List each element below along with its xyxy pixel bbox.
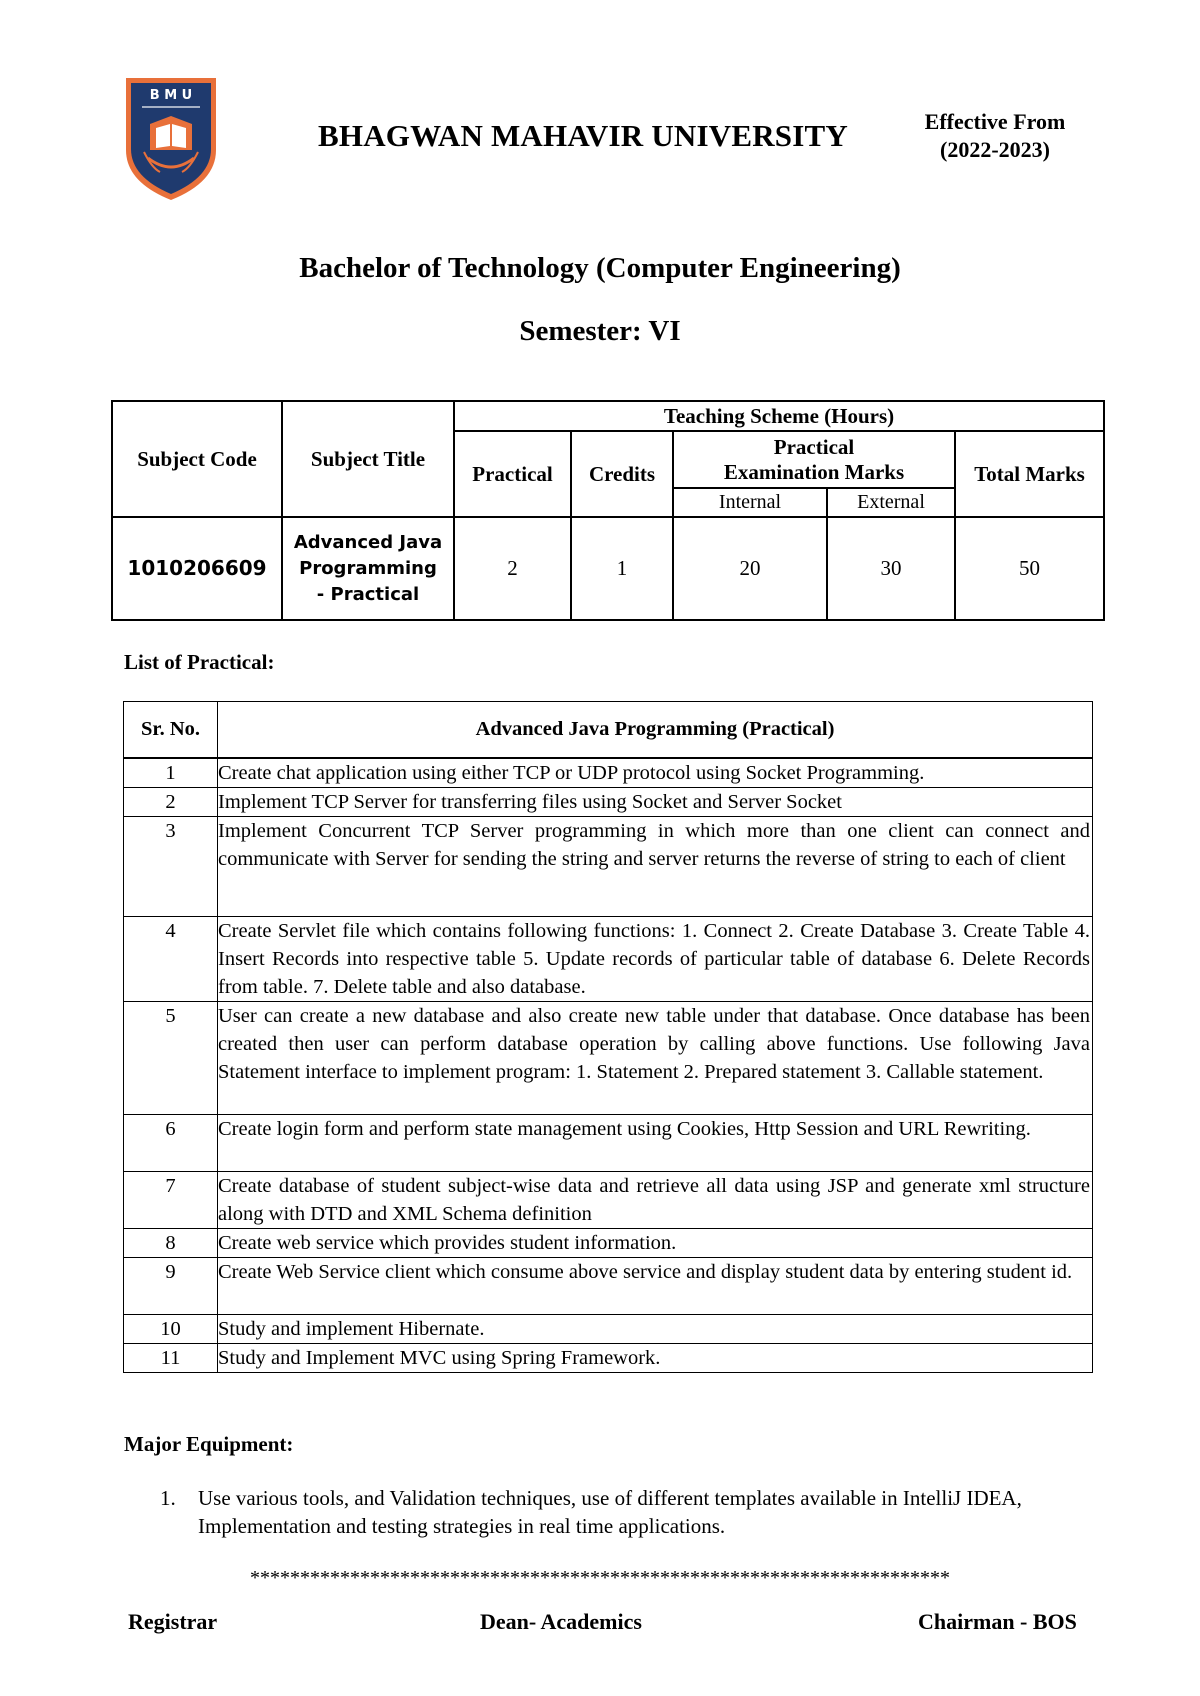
signature-dean: Dean- Academics: [480, 1609, 642, 1634]
sr-number: 3: [124, 816, 218, 916]
subject-title-line3: - Practical: [316, 583, 420, 605]
subject-code-value: 1010206609: [112, 517, 282, 620]
header-subject-code: Subject Code: [112, 401, 282, 517]
subject-title-line2: Programming: [299, 557, 437, 579]
practical-hours-value: 2: [454, 517, 571, 620]
equipment-text: Use various tools, and Validation techniques, use of different templates available in IntelliJ IDEA, Implementation and testing strategies in real time applications.: [198, 1486, 1022, 1538]
table-row: [124, 1171, 1093, 1228]
practical-text: Implement TCP Server for transferring files using Socket and Server Socket: [218, 787, 1093, 816]
practical-text: Study and Implement MVC using Spring Framework.: [218, 1343, 1093, 1372]
sr-number: 7: [124, 1171, 218, 1228]
practical-text: Create web service which provides student information.: [218, 1228, 1093, 1257]
header-sr-no: Sr. No.: [124, 702, 218, 758]
effective-year: (2022-2023): [940, 137, 1050, 162]
header-subject-title: Subject Title: [282, 401, 454, 517]
sr-number: 5: [124, 1001, 218, 1114]
table-row: [124, 1228, 1093, 1257]
practical-text: Create Servlet file which contains following functions: 1. Connect 2. Create Database 3. Create Table 4. Insert Records into respective table 5. Update records of particular table of database 6. Delete Records from table. 7. Delete table and also database.: [218, 916, 1093, 1001]
major-equipment-heading: Major Equipment:: [124, 1432, 294, 1456]
header-external: External: [827, 488, 955, 517]
sr-number: 9: [124, 1257, 218, 1314]
table-row: [124, 787, 1093, 816]
table-row: [124, 1114, 1093, 1171]
sr-number: 4: [124, 916, 218, 1001]
table-row: [124, 758, 1093, 788]
practical-text: Create login form and perform state management using Cookies, Http Session and URL Rewriting.: [218, 1114, 1093, 1171]
equipment-list: [160, 1484, 1090, 1540]
program-title: Bachelor of Technology (Computer Engineering): [299, 252, 901, 284]
header-practical-title: Advanced Java Programming (Practical): [218, 702, 1093, 758]
practical-text: Create chat application using either TCP or UDP protocol using Socket Programming.: [218, 758, 1093, 788]
sr-number: 1: [124, 758, 218, 788]
table-row: [124, 1343, 1093, 1372]
header-exam-line1: Practical: [773, 434, 855, 459]
header-teaching-scheme: Teaching Scheme (Hours): [454, 401, 1104, 431]
sr-number: 11: [124, 1343, 218, 1372]
subject-title-line1: Advanced Java: [293, 531, 443, 553]
practical-text: Implement Concurrent TCP Server programming in which more than one client can connect and communicate with Server for sending the string and server returns the reverse of string to each of client: [218, 816, 1093, 916]
list-item: [160, 1484, 1090, 1540]
practical-text: Create Web Service client which consume above service and display student data by entering student id.: [218, 1257, 1093, 1314]
university-logo: [122, 72, 220, 204]
logo-text: B M U: [149, 88, 193, 103]
signature-chairman: Chairman - BOS: [918, 1609, 1077, 1634]
table-row: [124, 916, 1093, 1001]
header-exam-marks: [673, 431, 955, 488]
total-marks-value: 50: [955, 517, 1104, 620]
signature-registrar: Registrar: [128, 1609, 218, 1634]
table-row: [124, 1314, 1093, 1343]
semester-title: Semester: VI: [519, 315, 681, 347]
credits-value: 1: [571, 517, 673, 620]
header-internal: Internal: [673, 488, 827, 517]
table-row: [124, 1257, 1093, 1314]
header-exam-line2: Examination Marks: [723, 459, 905, 484]
effective-label: Effective From: [924, 109, 1066, 134]
external-marks-value: 30: [827, 517, 955, 620]
subject-scheme-table: [111, 400, 1105, 621]
sr-number: 2: [124, 787, 218, 816]
sr-number: 6: [124, 1114, 218, 1171]
table-row: [124, 816, 1093, 916]
practical-text: Create database of student subject-wise data and retrieve all data using JSP and generate xml structure along with DTD and XML Schema definition: [218, 1171, 1093, 1228]
header-total-marks: Total Marks: [955, 431, 1104, 517]
header-credits: Credits: [571, 431, 673, 517]
table-row: [124, 1001, 1093, 1114]
subject-title-value: [282, 517, 454, 620]
practical-text: User can create a new database and also create new table under that database. Once database has been created then user can perform database operation by calling above functions. Use following Java Statement interface to implement program: 1. Statement 2. Prepared statement 3. Callable statement.: [218, 1001, 1093, 1114]
internal-marks-value: 20: [673, 517, 827, 620]
practical-list-table: [123, 701, 1093, 1373]
list-number: 1.: [160, 1486, 176, 1510]
list-of-practical-heading: List of Practical:: [124, 650, 275, 674]
sr-number: 10: [124, 1314, 218, 1343]
effective-from: [905, 108, 1085, 164]
separator-stars: **********************************************************************: [250, 1567, 950, 1589]
sr-number: 8: [124, 1228, 218, 1257]
header-practical: Practical: [454, 431, 571, 517]
university-name: BHAGWAN MAHAVIR UNIVERSITY: [318, 118, 848, 153]
practical-text: Study and implement Hibernate.: [218, 1314, 1093, 1343]
